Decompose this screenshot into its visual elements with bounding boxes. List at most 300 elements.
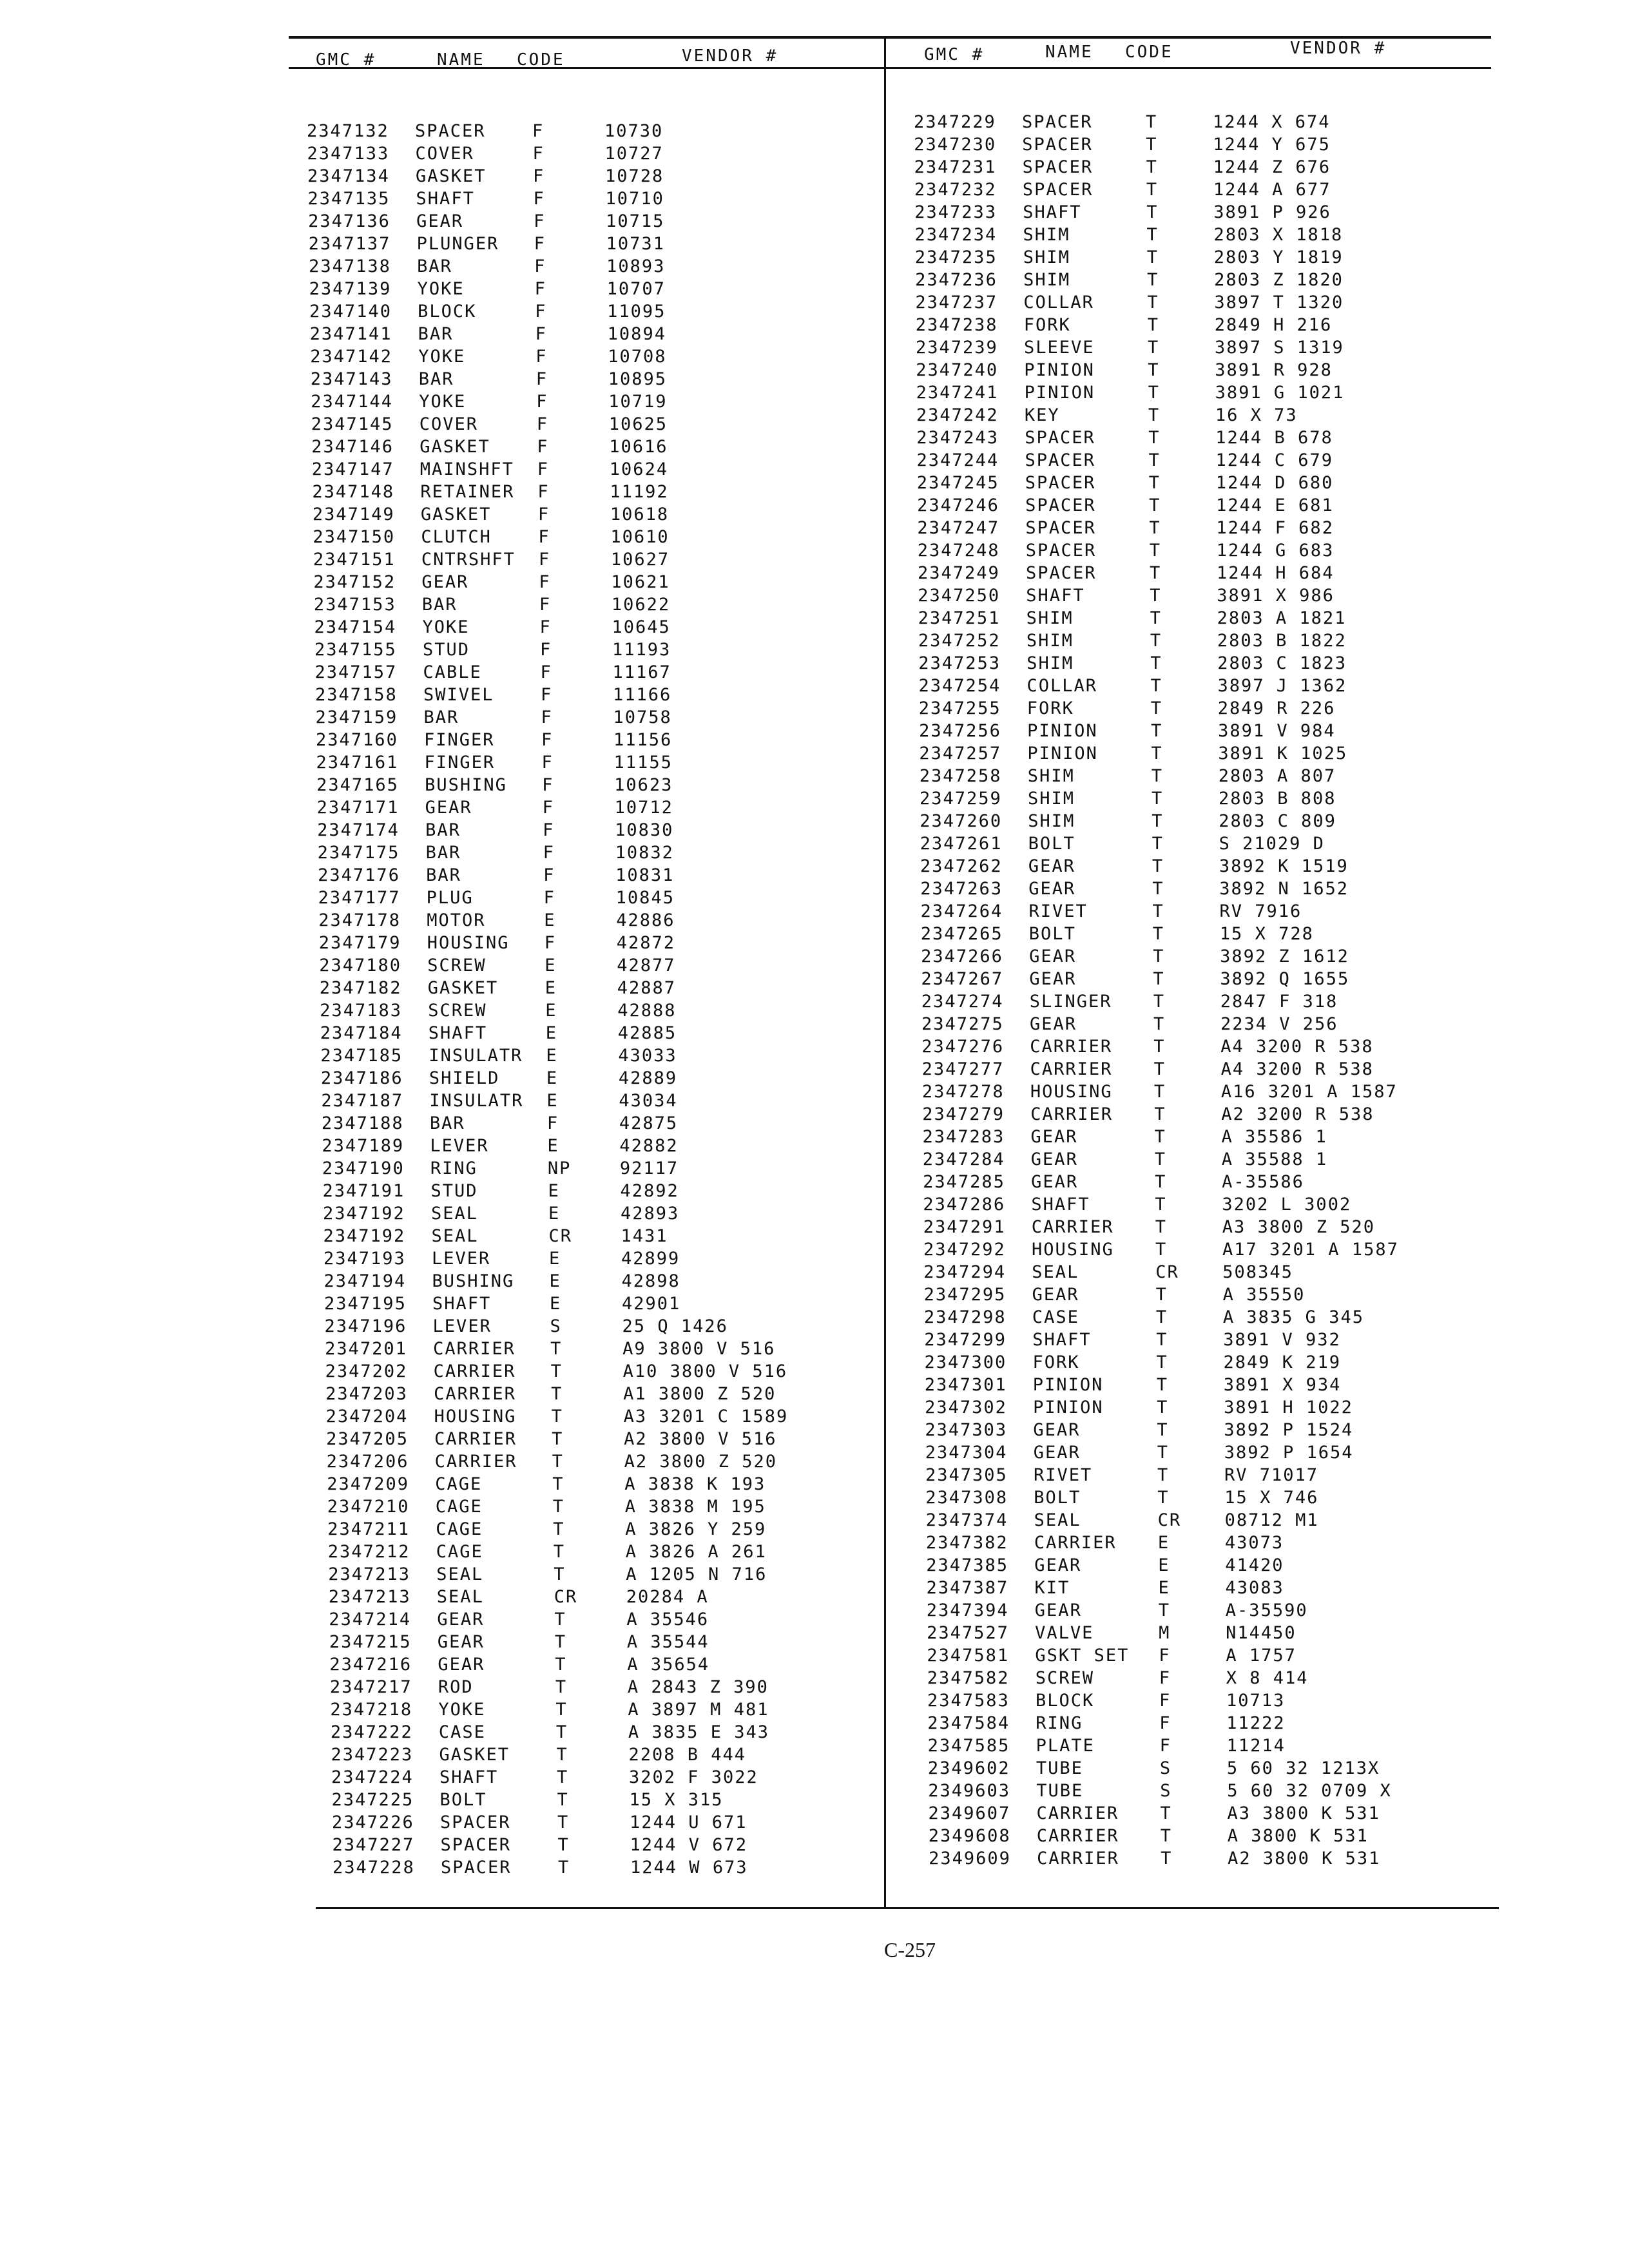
vendor-code: T [1157,1443,1169,1463]
gmc-number: 2347158 [315,685,398,705]
vendor-code: T [552,1452,564,1472]
vendor-number: 10719 [608,392,668,412]
vendor-code: F [1159,1691,1171,1711]
vendor-number: 42875 [619,1113,679,1133]
gmc-number: 2349609 [929,1849,1011,1869]
gmc-number: 2347190 [322,1158,405,1178]
gmc-number: 2347210 [327,1497,410,1517]
vendor-number: 1244 D 680 [1215,473,1334,493]
gmc-number: 2347213 [328,1587,411,1607]
vendor-code: T [1155,1240,1168,1260]
vendor-code: T [1146,247,1159,267]
part-name: FINGER [424,730,495,750]
part-name: FINGER [424,753,496,773]
vendor-number: A 35588 1 [1221,1149,1328,1169]
vendor-number: 11222 [1226,1713,1286,1733]
vendor-number: S 21029 D [1219,834,1325,854]
vendor-code: T [1150,586,1162,606]
vendor-number: 42898 [621,1271,680,1291]
vendor-number: A1 3800 Z 520 [623,1384,776,1404]
gmc-number: 2347193 [323,1249,406,1269]
vendor-number: 42892 [620,1181,679,1201]
vendor-code: T [1148,360,1160,380]
gmc-number: 2347179 [318,933,401,953]
gmc-number: 2347211 [327,1519,410,1539]
part-name: BOLT [439,1790,487,1810]
gmc-number: 2347136 [308,211,390,231]
part-name: SPACER [440,1835,512,1855]
gmc-number: 2347147 [311,459,394,479]
vendor-number: 43034 [619,1091,678,1111]
vendor-code: F [537,459,550,479]
part-name: LEVER [430,1136,489,1156]
gmc-number: 2347226 [332,1812,414,1832]
part-name: CAGE [435,1497,483,1517]
vendor-number: A16 3201 A 1587 [1220,1082,1398,1102]
header-vendor: VENDOR # [1290,39,1387,58]
vendor-code: T [550,1361,563,1381]
part-name: GEAR [438,1655,485,1675]
vendor-code: E [547,1136,559,1156]
part-name: PINION [1032,1375,1104,1395]
part-name: LEVER [432,1316,492,1336]
vendor-code: E [544,910,556,930]
gmc-number: 2347261 [920,834,1003,854]
gmc-number: 2347139 [309,279,392,299]
part-name: SLEEVE [1024,338,1095,358]
gmc-number: 2347251 [918,608,1001,628]
vendor-code: T [1151,744,1163,764]
part-name: SPACER [1022,112,1093,132]
part-name: CASE [1032,1307,1079,1327]
vendor-number: 1244 A 677 [1213,180,1331,200]
part-name: CARRIER [433,1339,516,1359]
part-name: CAGE [435,1474,483,1494]
gmc-number: 2347267 [921,969,1004,989]
part-name: PINION [1024,383,1095,403]
gmc-number: 2347228 [333,1858,415,1878]
gmc-number: 2347188 [321,1113,404,1133]
vendor-number: 10623 [614,775,673,795]
part-name: SPACER [415,121,486,141]
gmc-number: 2347185 [320,1046,403,1066]
header-code: CODE [1125,43,1173,62]
vendor-number: 25 Q 1426 [622,1316,728,1336]
gmc-number: 2347260 [920,811,1003,831]
vendor-number: 42886 [616,910,675,930]
vendor-number: 10610 [610,527,670,547]
gmc-number: 2347259 [920,789,1002,809]
header-name: NAME [437,50,485,70]
vendor-number: A2 3800 K 531 [1228,1849,1381,1869]
gmc-number: 2347184 [320,1023,403,1043]
part-name: SHIM [1028,811,1075,831]
vendor-number: A2 3800 V 516 [624,1429,777,1449]
part-name: GEAR [1029,947,1077,966]
part-name: HOUSING [427,933,510,953]
part-name: BLOCK [1036,1691,1095,1711]
gmc-number: 2347249 [918,563,1000,583]
gmc-number: 2347264 [920,901,1003,921]
gmc-number: 2347250 [918,586,1001,606]
vendor-code: T [1153,992,1165,1012]
gmc-number: 2347276 [921,1037,1005,1057]
part-name: GEAR [1030,1127,1078,1147]
vendor-number: 1244 U 671 [630,1812,747,1832]
vendor-number: RV 7916 [1219,901,1302,921]
gmc-number: 2347274 [921,992,1004,1012]
vendor-code: E [1157,1533,1170,1553]
vendor-code: T [1150,631,1162,651]
vendor-code: T [1153,1014,1166,1034]
vendor-number: A3 3800 Z 520 [1222,1217,1376,1237]
vendor-code: CR [1157,1510,1182,1530]
vendor-code: F [535,302,547,322]
vendor-code: T [1146,202,1159,222]
vendor-code: T [1158,1600,1171,1620]
gmc-number: 2347209 [327,1474,409,1494]
gmc-number: 2349608 [928,1826,1011,1846]
gmc-number: 2347248 [917,541,1000,561]
part-name: COVER [415,144,474,164]
part-name: INSULATR [429,1091,524,1111]
gmc-number: 2347191 [322,1181,405,1201]
vendor-number: 10621 [611,572,670,592]
vendor-code: T [1156,1330,1168,1350]
gmc-number: 2347194 [323,1271,407,1291]
vendor-number: N14450 [1226,1623,1296,1643]
vendor-number: A-35590 [1225,1600,1308,1620]
vendor-code: F [532,121,545,141]
vendor-number: 10731 [606,234,665,254]
vendor-code: T [1150,698,1163,718]
gmc-number: 2347279 [922,1104,1005,1124]
part-name: CARRIER [1034,1533,1117,1553]
part-name: STUD [422,640,470,660]
gmc-number: 2347238 [915,315,998,335]
gmc-number: 2347134 [307,166,390,186]
vendor-number: 20284 A [626,1587,709,1607]
gmc-number: 2347143 [310,369,393,389]
part-name: GEAR [437,1610,485,1629]
vendor-code: F [539,617,552,637]
vendor-number: 1244 W 673 [630,1858,748,1878]
gmc-number: 2347206 [326,1452,409,1472]
vendor-number: 3891 P 926 [1213,202,1331,222]
vendor-number: X 8 414 [1226,1668,1309,1688]
vendor-code: F [1159,1713,1171,1733]
gmc-number: 2347154 [314,617,397,637]
part-name: GEAR [1030,1149,1078,1169]
vendor-number: 10618 [610,505,670,524]
gmc-number: 2347258 [919,766,1002,786]
vendor-number: 10715 [606,211,665,231]
vendor-number: 2803 Z 1820 [1214,270,1344,290]
vendor-number: 3891 V 984 [1218,721,1336,741]
vendor-number: 3892 P 1524 [1224,1420,1354,1440]
gmc-number: 2347277 [921,1059,1005,1079]
gmc-number: 2347278 [921,1082,1005,1102]
vendor-code: F [1159,1646,1171,1666]
vendor-number: 10831 [615,865,675,885]
header-name: NAME [1045,43,1094,62]
vendor-number: 10893 [606,256,666,276]
gmc-number: 2347234 [914,225,998,245]
part-name: CARRIER [433,1361,516,1381]
vendor-number: 11192 [610,482,669,502]
part-name: SHAFT [1031,1195,1090,1215]
vendor-number: 10830 [615,820,674,840]
part-name: BAR [425,843,461,863]
vendor-number: A 35550 [1222,1285,1306,1305]
part-name: CARRIER [1031,1217,1114,1237]
gmc-number: 2347216 [329,1655,412,1675]
part-name: KEY [1024,405,1060,425]
part-name: GEAR [1028,879,1076,899]
part-name: RIVET [1028,901,1088,921]
vendor-number: A9 3800 V 516 [622,1339,776,1359]
vendor-code: T [1146,225,1159,245]
vendor-number: 3891 V 932 [1223,1330,1341,1350]
part-name: BAR [429,1113,465,1133]
vendor-code: F [534,256,546,276]
vendor-number: 11095 [607,302,666,322]
part-name: BLOCK [418,302,477,322]
vendor-code: T [1151,766,1163,786]
gmc-number: 2347241 [916,383,999,403]
part-name: GASKET [420,505,492,524]
vendor-code: E [546,1068,559,1088]
gmc-number: 2347152 [313,572,396,592]
gmc-number: 2347581 [927,1646,1010,1666]
part-name: SHIM [1026,608,1074,628]
vendor-code: T [551,1407,563,1427]
vendor-number: A 3835 G 345 [1222,1307,1364,1327]
vendor-code: T [557,1790,569,1810]
vendor-number: 10622 [611,595,671,615]
part-name: RING [1036,1713,1083,1733]
part-name: BUSHING [432,1271,515,1291]
part-name: SCREW [428,1001,487,1021]
part-name: SHIM [1028,789,1075,809]
gmc-number: 2347180 [319,956,402,975]
vendor-code: T [1157,1488,1170,1508]
vendor-code: T [556,1745,568,1765]
gmc-number: 2347187 [321,1091,404,1111]
vendor-code: E [549,1249,561,1269]
gmc-number: 2347256 [919,721,1001,741]
part-name: BAR [423,707,459,727]
gmc-number: 2347301 [924,1375,1007,1395]
vendor-number: 1244 E 681 [1216,495,1334,515]
vendor-code: T [1148,383,1160,403]
vendor-code: F [533,166,545,186]
part-name: FORK [1032,1352,1080,1372]
vendor-code: T [1151,721,1163,741]
vendor-number: 10832 [615,843,674,863]
vendor-code: F [540,662,552,682]
gmc-number: 2347159 [315,707,398,727]
vendor-number: 3892 K 1519 [1219,856,1349,876]
vendor-code: T [555,1722,568,1742]
gmc-number: 2347218 [330,1700,413,1720]
part-name: BAR [417,256,452,276]
gmc-number: 2347583 [927,1691,1010,1711]
vendor-code: T [1160,1803,1172,1823]
vendor-code: E [545,1023,558,1043]
gmc-number: 2347192 [323,1226,406,1246]
vendor-code: F [535,347,548,367]
vendor-code: T [1149,518,1161,538]
vendor-number: 3892 P 1654 [1224,1443,1354,1463]
part-name: FORK [1027,698,1074,718]
gmc-number: 2347204 [325,1407,409,1427]
gmc-number: 2347171 [316,798,400,818]
part-name: PINION [1033,1398,1104,1418]
part-name: CASE [438,1722,486,1742]
part-name: RIVET [1034,1465,1093,1485]
gmc-number: 2347527 [927,1623,1009,1643]
vendor-number: 1244 H 684 [1217,563,1335,583]
vendor-number: A4 3200 R 538 [1220,1059,1374,1079]
part-name: STUD [430,1181,478,1201]
gmc-number: 2347230 [914,135,997,155]
part-name: SCREW [1035,1668,1094,1688]
vendor-code: T [1156,1375,1169,1395]
vendor-code: T [1152,834,1164,854]
vendor-code: NP [547,1158,572,1178]
vendor-code: T [554,1564,566,1584]
gmc-number: 2347240 [916,360,999,380]
part-name: GASKET [427,978,499,998]
vendor-code: M [1159,1623,1171,1643]
vendor-number: 3891 X 986 [1217,586,1335,606]
gmc-number: 2347229 [914,112,996,132]
vendor-number: 2803 A 807 [1218,766,1336,786]
vendor-number: 10645 [612,617,671,637]
vendor-number: A 35544 [626,1632,709,1652]
gmc-number: 2347132 [307,121,389,141]
gmc-number: 2347300 [924,1352,1007,1372]
vendor-number: 3891 X 934 [1223,1375,1342,1395]
gmc-number: 2347254 [918,676,1001,696]
part-name: SHAFT [1026,586,1085,606]
part-name: HOUSING [1030,1082,1113,1102]
gmc-number: 2347302 [925,1398,1007,1418]
part-name: SPACER [1022,180,1094,200]
gmc-number: 2347265 [920,924,1003,944]
vendor-number: 42899 [621,1249,680,1269]
part-name: FORK [1023,315,1071,335]
part-name: SPACER [1025,450,1096,470]
gmc-number: 2347178 [318,910,401,930]
part-name: TUBE [1036,1781,1084,1801]
part-name: CABLE [423,662,482,682]
vendor-code: E [1158,1578,1170,1598]
vendor-number: 43073 [1224,1533,1284,1553]
page-number: C-257 [884,1938,936,1961]
part-name: BOLT [1028,834,1075,854]
vendor-number: A 3838 K 193 [624,1474,766,1494]
gmc-number: 2347192 [322,1204,405,1224]
vendor-code: T [557,1835,570,1855]
part-name: GEAR [1034,1600,1082,1620]
part-name: GASKET [416,166,487,186]
vendor-code: E [548,1181,560,1201]
gmc-number: 2347146 [311,437,394,457]
gmc-number: 2347255 [918,698,1001,718]
vendor-number: 10728 [605,166,664,186]
vendor-code: T [1157,1398,1169,1418]
gmc-number: 2347382 [925,1533,1008,1553]
vendor-code: E [548,1204,561,1224]
vendor-number: 5 60 32 0709 X [1227,1781,1392,1801]
part-name: SHAFT [428,1023,488,1043]
vendor-number: 3891 H 1022 [1224,1398,1353,1418]
vendor-code: T [1155,1172,1167,1192]
vendor-code: F [534,279,546,299]
part-name: COVER [419,414,479,434]
gmc-number: 2347239 [916,338,998,358]
vendor-code: F [539,640,552,660]
gmc-number: 2347292 [923,1240,1006,1260]
vendor-code: T [556,1767,569,1787]
vendor-code: T [1154,1149,1167,1169]
gmc-number: 2347183 [320,1001,403,1021]
gmc-number: 2347196 [324,1316,407,1336]
part-name: SHAFT [416,189,475,209]
vendor-number: A 2843 Z 390 [627,1677,769,1697]
vendor-code: E [546,1091,559,1111]
vendor-number: 42901 [622,1294,681,1314]
gmc-number: 2347145 [311,414,394,434]
vendor-code: T [1147,315,1159,335]
part-name: SHAFT [432,1294,492,1314]
vendor-code: T [1150,563,1162,583]
vendor-code: F [533,189,545,209]
part-name: SPACER [1026,563,1097,583]
vendor-number: A2 3200 R 538 [1221,1104,1374,1124]
vendor-number: 10712 [614,798,673,818]
vendor-number: A 35586 1 [1221,1127,1327,1147]
vendor-code: T [553,1542,566,1562]
vendor-number: 10845 [615,888,675,908]
vendor-code: T [1146,180,1159,200]
vendor-code: T [558,1858,570,1878]
vendor-code: T [1152,856,1164,876]
vendor-code: E [546,1046,558,1066]
part-name: SEAL [431,1226,479,1246]
part-name: GEAR [421,572,469,592]
vendor-code: T [1152,901,1164,921]
gmc-number: 2347227 [332,1835,415,1855]
vendor-code: E [1158,1555,1170,1575]
vendor-code: T [1152,924,1165,944]
part-name: MAINSHFT [419,459,514,479]
vendor-number: 2803 A 1821 [1217,608,1347,628]
part-name: BAR [426,865,461,885]
vendor-code: T [1152,879,1164,899]
vendor-number: 3891 G 1021 [1215,383,1345,403]
gmc-number: 2347201 [325,1339,407,1359]
gmc-number: 2347285 [923,1172,1005,1192]
part-name: SHIM [1026,631,1074,651]
part-name: PLUG [426,888,474,908]
part-name: SEAL [430,1204,478,1224]
vendor-code: S [1159,1758,1172,1778]
part-name: YOKE [419,392,467,412]
vendor-number: 2803 C 809 [1219,811,1336,831]
